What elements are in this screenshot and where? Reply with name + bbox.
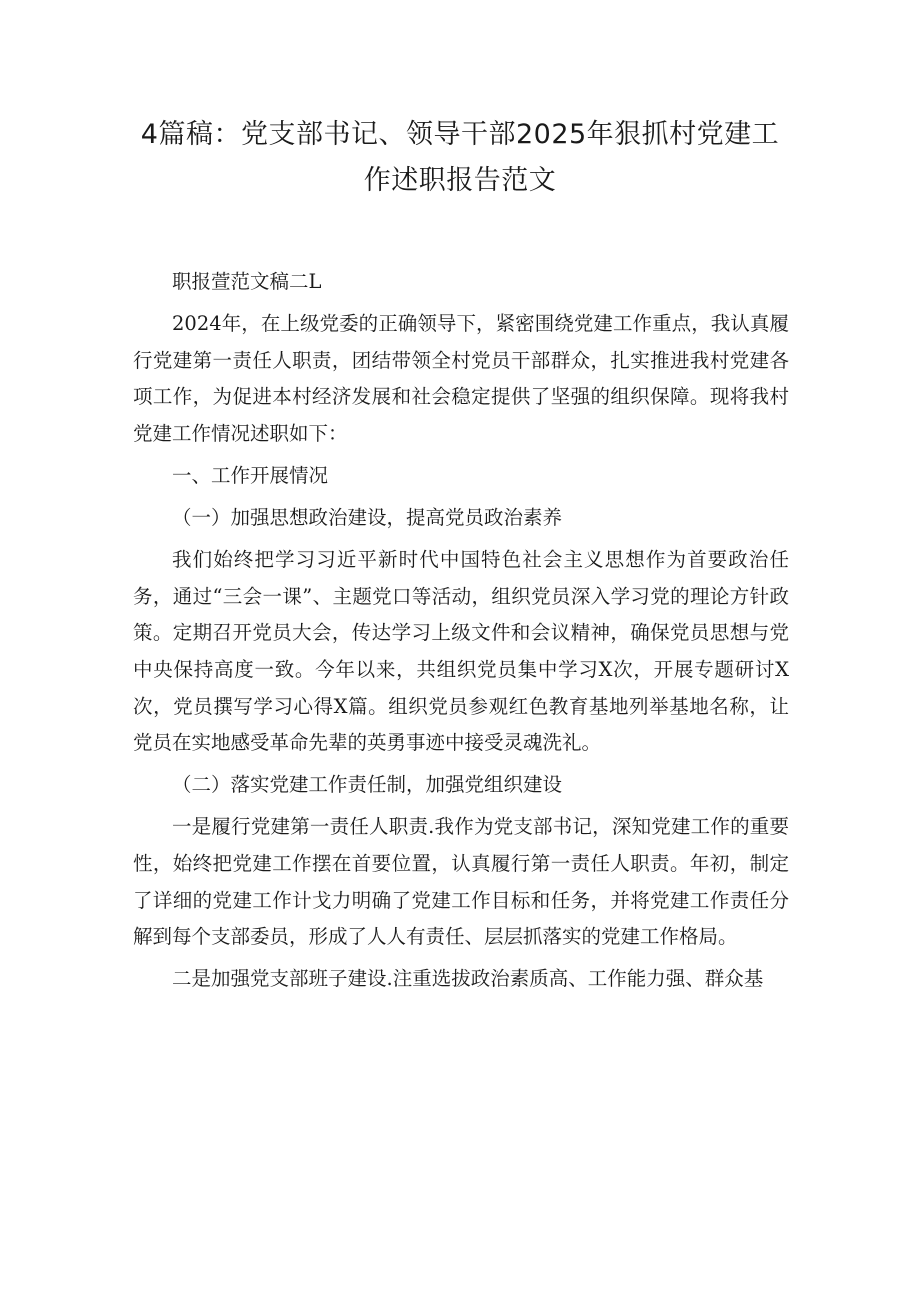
section-heading: 一、工作开展情况 <box>172 463 329 487</box>
intro-paragraph: 2024年，在上级党委的正确领导下，紧密围绕党建工作重点，我认真履行党建第一责任人职责，团结带领全村党员干部群众，扎实推进我村党建各项工作，为促进本村经济发展和社会稳定提供了坚强的组织保障。现将我村党建工作情况述职如下： <box>133 312 789 445</box>
body-paragraph: 我们始终把学习习近平新时代中国特色社会主义思想作为首要政治任务，通过“三会一课”、主题党口等活动，组织党员深入学习党的理论方针政策。定期召开党员大会，传达学习上级文件和会议精神，确保党员思想与党中央保持高度一致。今年以来，共组织党员集中学习X次，开展专题研讨X次，党员撰写学习心得X篇。组织党员参观红色教育基地列举基地名称，让党员在实地感受革命先辈的英勇事迹中接受灵魂洗礼。 <box>133 548 789 755</box>
title-line-1: 4篇稿：党支部书记、领导干部2025年狠抓村党建工 <box>140 119 780 150</box>
body-paragraph: 二是加强党支部班子建设.注重选拔政治素质高、工作能力强、群众基 <box>172 967 764 991</box>
subsection-heading-1: （一）加强思想政治建设，提高党员政治素养 <box>172 506 563 530</box>
document-title <box>100 112 820 204</box>
document-body <box>133 264 789 1003</box>
subsection-heading-2: （二）落实党建工作责任制，加强党组织建设 <box>172 773 563 797</box>
body-paragraph: 一是履行党建第一责任人职责.我作为党支部书记，深知党建工作的重要性，始终把党建工作摆在首要位置，认真履行第一责任人职责。年初，制定了详细的党建工作计戈力明确了党建工作目标和任务，并将党建工作责任分解到每个支部委员，形成了人人有责任、层层抓落实的党建工作格局。 <box>133 815 789 949</box>
subtitle-line: 职报萱范文稿二L <box>172 270 322 293</box>
title-line-2: 作述职报告范文 <box>363 165 557 196</box>
